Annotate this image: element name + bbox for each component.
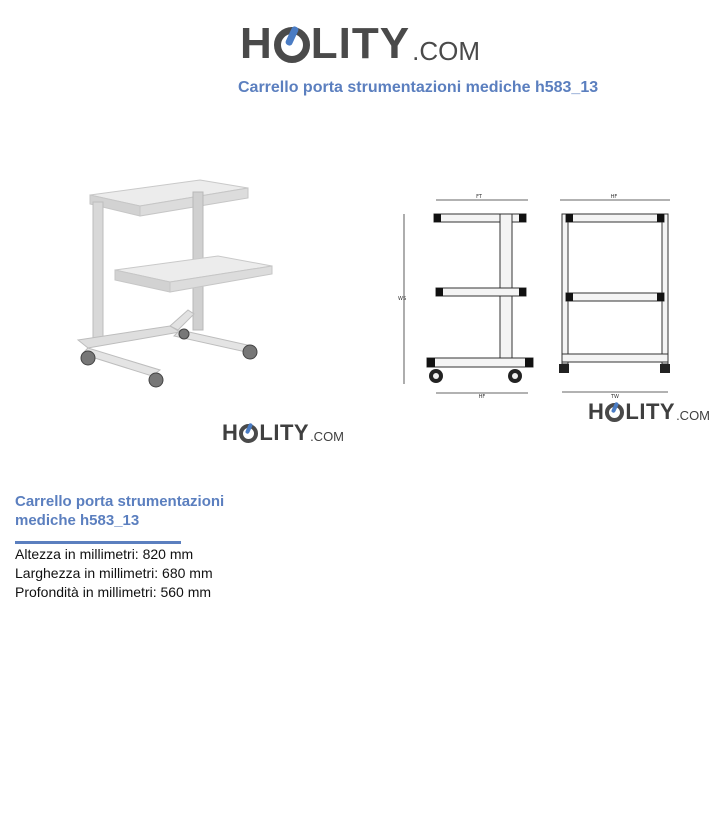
logo-o-icon xyxy=(274,27,310,63)
logo-letters: LITY xyxy=(259,420,310,445)
logo-o-icon xyxy=(605,403,624,422)
dim-label-side-top: HF xyxy=(610,194,618,200)
product-heading-line1: Carrello porta strumentazioni xyxy=(15,493,225,510)
logo-letter-h: H xyxy=(222,420,239,445)
logo-o-icon xyxy=(239,424,258,443)
dim-label-ws: WS xyxy=(398,296,407,302)
logo-letter-h: H xyxy=(240,19,273,68)
logo-dotcom: .COM xyxy=(676,408,711,423)
spec-width: Larghezza in millimetri: 680 mm xyxy=(15,565,213,581)
logo-dotcom: .COM xyxy=(310,429,345,444)
holity-logo-small xyxy=(588,401,710,423)
heading-underline xyxy=(15,541,181,544)
dim-label-hf: HF xyxy=(478,394,486,400)
logo-dotcom: .COM xyxy=(412,36,480,66)
spec-list xyxy=(15,545,213,602)
spec-height: Altezza in millimetri: 820 mm xyxy=(15,546,194,562)
product-heading-line2: mediche h583_13 xyxy=(15,512,140,529)
holity-logo-small xyxy=(222,422,344,444)
spec-depth: Profondità in millimetri: 560 mm xyxy=(15,584,212,600)
technical-drawing xyxy=(394,188,714,400)
dim-label-ft: FT xyxy=(476,194,482,200)
logo-letter-h: H xyxy=(588,399,605,424)
dim-label-tw: TW xyxy=(611,394,619,400)
logo-letters: LITY xyxy=(310,19,411,68)
product-heading xyxy=(15,492,275,530)
product-photo xyxy=(60,170,280,400)
page-title: Carrello porta strumentazioni mediche h583_13 xyxy=(238,79,599,96)
holity-logo[interactable] xyxy=(240,14,480,66)
logo-letters: LITY xyxy=(625,399,676,424)
